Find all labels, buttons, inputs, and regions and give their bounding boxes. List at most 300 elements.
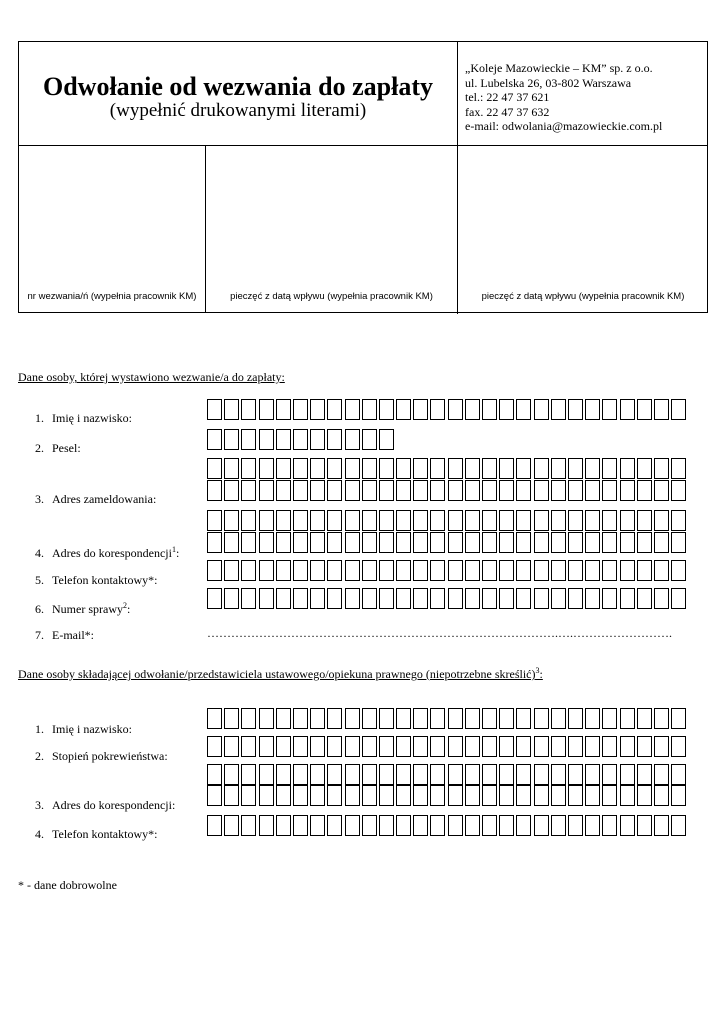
char-box[interactable] <box>413 708 428 729</box>
char-box[interactable] <box>499 458 514 479</box>
char-box[interactable] <box>465 510 480 531</box>
char-box[interactable] <box>482 815 497 836</box>
char-box[interactable] <box>654 480 669 501</box>
char-box[interactable] <box>327 429 342 450</box>
char-box[interactable] <box>379 708 394 729</box>
char-box[interactable] <box>637 399 652 420</box>
char-box[interactable] <box>654 736 669 757</box>
char-box[interactable] <box>516 480 531 501</box>
char-box[interactable] <box>241 708 256 729</box>
char-box[interactable] <box>654 399 669 420</box>
char-box[interactable] <box>276 399 291 420</box>
char-box[interactable] <box>516 560 531 581</box>
char-box[interactable] <box>293 588 308 609</box>
char-box[interactable] <box>207 815 222 836</box>
char-box[interactable] <box>602 458 617 479</box>
char-box[interactable] <box>637 560 652 581</box>
char-box[interactable] <box>413 785 428 806</box>
char-box[interactable] <box>345 588 360 609</box>
char-box[interactable] <box>207 560 222 581</box>
char-box[interactable] <box>671 532 686 553</box>
char-box[interactable] <box>224 399 239 420</box>
char-box[interactable] <box>362 588 377 609</box>
char-box[interactable] <box>379 560 394 581</box>
char-box[interactable] <box>671 560 686 581</box>
char-box[interactable] <box>568 560 583 581</box>
char-box[interactable] <box>207 399 222 420</box>
char-box[interactable] <box>516 708 531 729</box>
char-box[interactable] <box>551 399 566 420</box>
char-box[interactable] <box>585 458 600 479</box>
char-box[interactable] <box>207 458 222 479</box>
char-box[interactable] <box>207 764 222 785</box>
char-box[interactable] <box>602 815 617 836</box>
char-box[interactable] <box>362 560 377 581</box>
char-box[interactable] <box>396 785 411 806</box>
char-box[interactable] <box>276 560 291 581</box>
char-box[interactable] <box>551 815 566 836</box>
char-box[interactable] <box>671 815 686 836</box>
char-box[interactable] <box>224 588 239 609</box>
char-box[interactable] <box>207 429 222 450</box>
char-box[interactable] <box>482 764 497 785</box>
char-box[interactable] <box>465 560 480 581</box>
char-box[interactable] <box>276 510 291 531</box>
char-box[interactable] <box>620 785 635 806</box>
applicant-address-grid-row-1[interactable] <box>207 764 686 785</box>
char-box[interactable] <box>637 588 652 609</box>
char-box[interactable] <box>654 458 669 479</box>
char-box[interactable] <box>207 708 222 729</box>
char-box[interactable] <box>379 532 394 553</box>
char-box[interactable] <box>345 429 360 450</box>
char-box[interactable] <box>620 708 635 729</box>
char-box[interactable] <box>259 510 274 531</box>
registered-address-grid-row-1[interactable] <box>207 458 686 479</box>
char-box[interactable] <box>671 458 686 479</box>
char-box[interactable] <box>620 458 635 479</box>
char-box[interactable] <box>465 815 480 836</box>
char-box[interactable] <box>345 785 360 806</box>
char-box[interactable] <box>637 764 652 785</box>
char-box[interactable] <box>482 532 497 553</box>
char-box[interactable] <box>345 764 360 785</box>
char-box[interactable] <box>499 764 514 785</box>
char-box[interactable] <box>499 532 514 553</box>
char-box[interactable] <box>413 815 428 836</box>
char-box[interactable] <box>327 399 342 420</box>
char-box[interactable] <box>602 708 617 729</box>
char-box[interactable] <box>310 764 325 785</box>
char-box[interactable] <box>379 736 394 757</box>
char-box[interactable] <box>516 815 531 836</box>
char-box[interactable] <box>207 510 222 531</box>
char-box[interactable] <box>654 588 669 609</box>
char-box[interactable] <box>620 815 635 836</box>
char-box[interactable] <box>671 736 686 757</box>
char-box[interactable] <box>620 588 635 609</box>
char-box[interactable] <box>345 708 360 729</box>
char-box[interactable] <box>362 708 377 729</box>
char-box[interactable] <box>448 815 463 836</box>
char-box[interactable] <box>499 588 514 609</box>
char-box[interactable] <box>568 399 583 420</box>
char-box[interactable] <box>241 480 256 501</box>
char-box[interactable] <box>654 560 669 581</box>
char-box[interactable] <box>585 588 600 609</box>
char-box[interactable] <box>310 588 325 609</box>
char-box[interactable] <box>241 399 256 420</box>
char-box[interactable] <box>396 815 411 836</box>
char-box[interactable] <box>259 480 274 501</box>
char-box[interactable] <box>362 532 377 553</box>
char-box[interactable] <box>276 764 291 785</box>
char-box[interactable] <box>620 480 635 501</box>
char-box[interactable] <box>327 458 342 479</box>
char-box[interactable] <box>224 480 239 501</box>
pesel-input-grid[interactable] <box>207 429 394 450</box>
char-box[interactable] <box>482 708 497 729</box>
char-box[interactable] <box>310 736 325 757</box>
char-box[interactable] <box>345 532 360 553</box>
char-box[interactable] <box>482 399 497 420</box>
char-box[interactable] <box>379 764 394 785</box>
char-box[interactable] <box>241 458 256 479</box>
char-box[interactable] <box>259 429 274 450</box>
char-box[interactable] <box>482 510 497 531</box>
char-box[interactable] <box>293 764 308 785</box>
char-box[interactable] <box>362 815 377 836</box>
char-box[interactable] <box>327 785 342 806</box>
char-box[interactable] <box>345 560 360 581</box>
char-box[interactable] <box>448 532 463 553</box>
char-box[interactable] <box>430 785 445 806</box>
char-box[interactable] <box>413 736 428 757</box>
char-box[interactable] <box>241 588 256 609</box>
char-box[interactable] <box>534 588 549 609</box>
char-box[interactable] <box>568 532 583 553</box>
char-box[interactable] <box>654 815 669 836</box>
char-box[interactable] <box>482 480 497 501</box>
char-box[interactable] <box>362 764 377 785</box>
char-box[interactable] <box>499 708 514 729</box>
char-box[interactable] <box>276 736 291 757</box>
char-box[interactable] <box>534 785 549 806</box>
char-box[interactable] <box>379 588 394 609</box>
char-box[interactable] <box>568 785 583 806</box>
char-box[interactable] <box>241 510 256 531</box>
char-box[interactable] <box>654 785 669 806</box>
char-box[interactable] <box>396 480 411 501</box>
char-box[interactable] <box>620 399 635 420</box>
char-box[interactable] <box>534 399 549 420</box>
char-box[interactable] <box>362 736 377 757</box>
char-box[interactable] <box>310 560 325 581</box>
char-box[interactable] <box>516 532 531 553</box>
char-box[interactable] <box>259 560 274 581</box>
char-box[interactable] <box>654 764 669 785</box>
char-box[interactable] <box>362 480 377 501</box>
char-box[interactable] <box>654 510 669 531</box>
char-box[interactable] <box>327 764 342 785</box>
char-box[interactable] <box>551 510 566 531</box>
char-box[interactable] <box>310 785 325 806</box>
char-box[interactable] <box>671 399 686 420</box>
char-box[interactable] <box>430 708 445 729</box>
char-box[interactable] <box>293 510 308 531</box>
char-box[interactable] <box>362 458 377 479</box>
char-box[interactable] <box>430 480 445 501</box>
char-box[interactable] <box>276 815 291 836</box>
char-box[interactable] <box>224 815 239 836</box>
char-box[interactable] <box>482 736 497 757</box>
char-box[interactable] <box>293 480 308 501</box>
char-box[interactable] <box>379 815 394 836</box>
char-box[interactable] <box>241 736 256 757</box>
char-box[interactable] <box>362 510 377 531</box>
char-box[interactable] <box>224 510 239 531</box>
applicant-address-grid-row-2[interactable] <box>207 785 686 806</box>
char-box[interactable] <box>585 532 600 553</box>
char-box[interactable] <box>602 764 617 785</box>
char-box[interactable] <box>499 399 514 420</box>
char-box[interactable] <box>224 458 239 479</box>
char-box[interactable] <box>585 815 600 836</box>
char-box[interactable] <box>259 736 274 757</box>
char-box[interactable] <box>448 708 463 729</box>
char-box[interactable] <box>602 588 617 609</box>
applicant-phone-input-grid[interactable] <box>207 815 686 836</box>
char-box[interactable] <box>310 399 325 420</box>
char-box[interactable] <box>551 480 566 501</box>
char-box[interactable] <box>465 399 480 420</box>
char-box[interactable] <box>396 736 411 757</box>
char-box[interactable] <box>602 560 617 581</box>
char-box[interactable] <box>516 764 531 785</box>
char-box[interactable] <box>207 588 222 609</box>
char-box[interactable] <box>568 480 583 501</box>
char-box[interactable] <box>345 399 360 420</box>
char-box[interactable] <box>516 588 531 609</box>
char-box[interactable] <box>327 815 342 836</box>
char-box[interactable] <box>276 785 291 806</box>
char-box[interactable] <box>585 785 600 806</box>
char-box[interactable] <box>379 480 394 501</box>
char-box[interactable] <box>534 736 549 757</box>
char-box[interactable] <box>602 532 617 553</box>
char-box[interactable] <box>602 399 617 420</box>
char-box[interactable] <box>448 736 463 757</box>
char-box[interactable] <box>327 560 342 581</box>
char-box[interactable] <box>585 399 600 420</box>
char-box[interactable] <box>327 480 342 501</box>
char-box[interactable] <box>413 560 428 581</box>
char-box[interactable] <box>345 736 360 757</box>
char-box[interactable] <box>637 736 652 757</box>
char-box[interactable] <box>465 532 480 553</box>
char-box[interactable] <box>568 458 583 479</box>
char-box[interactable] <box>396 708 411 729</box>
char-box[interactable] <box>551 785 566 806</box>
char-box[interactable] <box>516 510 531 531</box>
char-box[interactable] <box>430 815 445 836</box>
char-box[interactable] <box>568 588 583 609</box>
char-box[interactable] <box>430 510 445 531</box>
char-box[interactable] <box>499 815 514 836</box>
char-box[interactable] <box>345 480 360 501</box>
char-box[interactable] <box>345 458 360 479</box>
char-box[interactable] <box>293 560 308 581</box>
char-box[interactable] <box>568 708 583 729</box>
char-box[interactable] <box>585 708 600 729</box>
char-box[interactable] <box>585 560 600 581</box>
char-box[interactable] <box>430 458 445 479</box>
char-box[interactable] <box>534 708 549 729</box>
char-box[interactable] <box>327 588 342 609</box>
char-box[interactable] <box>293 708 308 729</box>
char-box[interactable] <box>259 458 274 479</box>
char-box[interactable] <box>568 510 583 531</box>
char-box[interactable] <box>293 532 308 553</box>
char-box[interactable] <box>293 399 308 420</box>
char-box[interactable] <box>637 785 652 806</box>
char-box[interactable] <box>430 399 445 420</box>
char-box[interactable] <box>207 480 222 501</box>
char-box[interactable] <box>430 560 445 581</box>
char-box[interactable] <box>602 510 617 531</box>
char-box[interactable] <box>620 736 635 757</box>
char-box[interactable] <box>465 736 480 757</box>
char-box[interactable] <box>413 399 428 420</box>
char-box[interactable] <box>310 532 325 553</box>
char-box[interactable] <box>482 588 497 609</box>
char-box[interactable] <box>430 588 445 609</box>
char-box[interactable] <box>413 480 428 501</box>
char-box[interactable] <box>551 764 566 785</box>
char-box[interactable] <box>620 510 635 531</box>
char-box[interactable] <box>224 764 239 785</box>
char-box[interactable] <box>654 708 669 729</box>
char-box[interactable] <box>379 429 394 450</box>
char-box[interactable] <box>241 532 256 553</box>
char-box[interactable] <box>551 736 566 757</box>
char-box[interactable] <box>637 532 652 553</box>
char-box[interactable] <box>379 510 394 531</box>
char-box[interactable] <box>396 399 411 420</box>
char-box[interactable] <box>551 588 566 609</box>
char-box[interactable] <box>310 480 325 501</box>
char-box[interactable] <box>448 480 463 501</box>
char-box[interactable] <box>259 708 274 729</box>
char-box[interactable] <box>465 708 480 729</box>
char-box[interactable] <box>499 736 514 757</box>
char-box[interactable] <box>568 764 583 785</box>
char-box[interactable] <box>276 708 291 729</box>
char-box[interactable] <box>413 764 428 785</box>
char-box[interactable] <box>568 815 583 836</box>
char-box[interactable] <box>430 736 445 757</box>
char-box[interactable] <box>671 510 686 531</box>
char-box[interactable] <box>637 458 652 479</box>
char-box[interactable] <box>448 764 463 785</box>
char-box[interactable] <box>465 480 480 501</box>
case-number-input-grid[interactable] <box>207 588 686 609</box>
char-box[interactable] <box>499 480 514 501</box>
char-box[interactable] <box>293 458 308 479</box>
char-box[interactable] <box>310 815 325 836</box>
char-box[interactable] <box>602 480 617 501</box>
char-box[interactable] <box>396 588 411 609</box>
char-box[interactable] <box>413 510 428 531</box>
char-box[interactable] <box>276 532 291 553</box>
char-box[interactable] <box>534 532 549 553</box>
char-box[interactable] <box>310 510 325 531</box>
char-box[interactable] <box>241 429 256 450</box>
char-box[interactable] <box>224 736 239 757</box>
char-box[interactable] <box>465 785 480 806</box>
char-box[interactable] <box>637 708 652 729</box>
char-box[interactable] <box>671 588 686 609</box>
char-box[interactable] <box>448 560 463 581</box>
char-box[interactable] <box>224 785 239 806</box>
correspondence-address-grid-row-2[interactable] <box>207 532 686 553</box>
char-box[interactable] <box>241 815 256 836</box>
char-box[interactable] <box>259 815 274 836</box>
char-box[interactable] <box>430 764 445 785</box>
char-box[interactable] <box>207 736 222 757</box>
char-box[interactable] <box>516 785 531 806</box>
char-box[interactable] <box>448 399 463 420</box>
char-box[interactable] <box>482 560 497 581</box>
char-box[interactable] <box>224 708 239 729</box>
phone-input-grid[interactable] <box>207 560 686 581</box>
char-box[interactable] <box>276 429 291 450</box>
char-box[interactable] <box>345 815 360 836</box>
char-box[interactable] <box>276 480 291 501</box>
char-box[interactable] <box>551 532 566 553</box>
char-box[interactable] <box>671 764 686 785</box>
char-box[interactable] <box>637 480 652 501</box>
char-box[interactable] <box>516 399 531 420</box>
char-box[interactable] <box>551 708 566 729</box>
applicant-name-input-grid[interactable] <box>207 708 686 729</box>
email-dotted-line[interactable]: …………………………………………………………………………….….……………………. <box>207 626 672 640</box>
char-box[interactable] <box>516 458 531 479</box>
char-box[interactable] <box>345 510 360 531</box>
char-box[interactable] <box>276 458 291 479</box>
char-box[interactable] <box>396 458 411 479</box>
char-box[interactable] <box>413 588 428 609</box>
char-box[interactable] <box>499 510 514 531</box>
char-box[interactable] <box>482 458 497 479</box>
char-box[interactable] <box>379 458 394 479</box>
char-box[interactable] <box>671 480 686 501</box>
char-box[interactable] <box>396 510 411 531</box>
char-box[interactable] <box>293 785 308 806</box>
name-input-grid[interactable] <box>207 399 686 420</box>
char-box[interactable] <box>379 399 394 420</box>
char-box[interactable] <box>499 785 514 806</box>
char-box[interactable] <box>671 708 686 729</box>
char-box[interactable] <box>293 429 308 450</box>
char-box[interactable] <box>551 560 566 581</box>
char-box[interactable] <box>310 458 325 479</box>
char-box[interactable] <box>413 532 428 553</box>
char-box[interactable] <box>310 429 325 450</box>
char-box[interactable] <box>448 510 463 531</box>
char-box[interactable] <box>259 785 274 806</box>
char-box[interactable] <box>602 785 617 806</box>
